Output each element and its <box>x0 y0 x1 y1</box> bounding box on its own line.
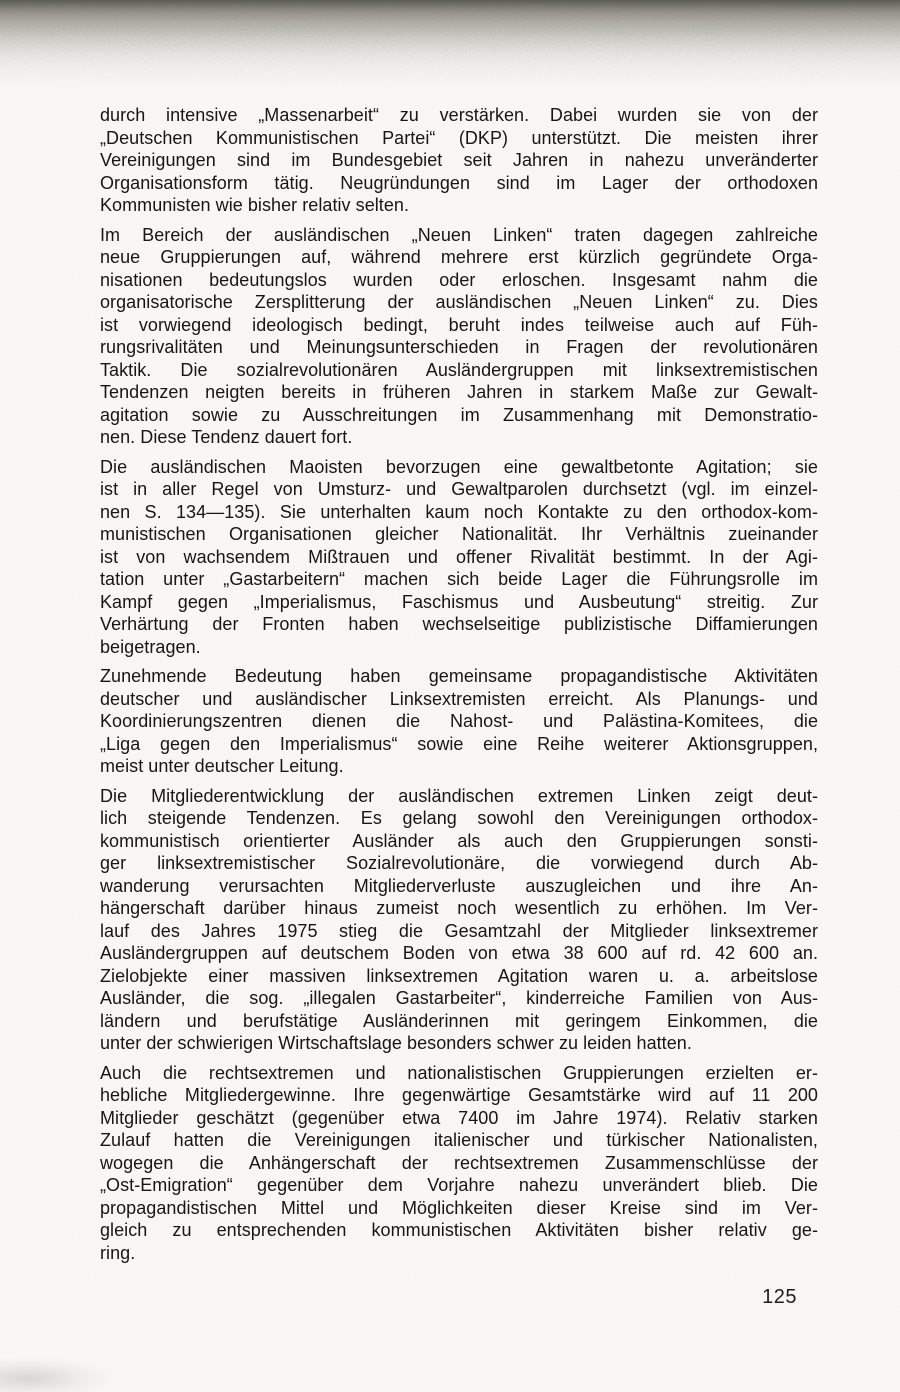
text-line: munistischen Organisationen gleicher Nationalität. Ihr Verhältnis zueinander <box>100 524 818 544</box>
scan-top-fade <box>0 0 900 92</box>
text-line: Die ausländischen Maoisten bevorzugen eine gewaltbetonte Agitation; sie <box>100 456 818 477</box>
text-line: Organisationsform tätig. Neugründungen sind im Lager der orthodoxen <box>100 172 818 193</box>
text-line: Kommunisten wie bisher relativ selten. <box>100 195 410 215</box>
text-line: Kampf gegen „Imperialismus, Faschismus und Ausbeutung“ streitig. Zur <box>100 591 818 612</box>
text-line: hängerschaft darüber hinaus zumeist noch wesentlich zu erhöhen. Im Ver- <box>100 898 818 918</box>
text-line: „Liga gegen den Imperialismus“ sowie eine Reihe weiterer Aktionsgruppen, <box>100 733 818 754</box>
text-line: agitation sowie zu Ausschreitungen im Zusammenhang mit Demonstratio- <box>100 404 818 425</box>
text-line: wogegen die Anhängerschaft der rechtsextremen Zusammenschlüsse der <box>100 1152 818 1173</box>
text-line: „Deutschen Kommunistischen Partei“ (DKP) unterstützt. Die meisten ihrer <box>100 127 818 148</box>
text-line: „Ost-Emigration“ gegenüber dem Vorjahre nahezu unverändert blieb. Die <box>100 1175 818 1195</box>
text-line: lich steigende Tendenzen. Es gelang sowohl den Vereinigungen orthodox- <box>100 808 818 828</box>
text-line: Zielobjekte einer massiven linksextremen Agitation waren u. a. arbeitslose <box>100 965 818 986</box>
text-line: lauf des Jahres 1975 stieg die Gesamtzahl der Mitglieder linksextremer <box>100 920 818 941</box>
text-line: Ausländergruppen auf deutschem Boden von etwa 38 600 auf rd. 42 600 an. <box>100 943 818 963</box>
text-line: neue Gruppierungen auf, während mehrere erst kürzlich gegründete Orga- <box>100 247 818 267</box>
text-line: Die Mitgliederentwicklung der ausländischen extremen Linken zeigt deut- <box>100 785 818 806</box>
text-line: Ausländer, die sog. „illegalen Gastarbeiter“, kinderreiche Familien von Aus- <box>100 988 818 1008</box>
paragraph <box>100 224 818 449</box>
text-line: nisationen bedeutungslos wurden oder erloschen. Insgesamt nahm die <box>100 269 818 290</box>
text-line: unter der schwierigen Wirtschaftslage besonders schwer zu leiden hatten. <box>100 1033 692 1053</box>
text-line: kommunistisch orientierter Ausländer als auch den Gruppierungen sonsti- <box>100 830 818 851</box>
text-line: Zulauf hatten die Vereinigungen italienischer und türkischer Nationalisten, <box>100 1130 818 1150</box>
text-line: propagandistischen Mittel und Möglichkeiten dieser Kreise sind im Ver- <box>100 1197 818 1218</box>
text-line: meist unter deutscher Leitung. <box>100 756 344 776</box>
text-line: wanderung verursachten Mitgliederverluste auszugleichen und ihre An- <box>100 875 818 896</box>
page-number: 125 <box>762 1286 797 1308</box>
text-line: deutscher und ausländischer Linksextremisten erreicht. Als Planungs- und <box>100 688 818 709</box>
paragraph <box>100 104 818 217</box>
paragraph <box>100 1062 818 1265</box>
text-line: Zunehmende Bedeutung haben gemeinsame propagandistische Aktivitäten <box>100 666 818 686</box>
text-line: Im Bereich der ausländischen „Neuen Linken“ traten dagegen zahlreiche <box>100 224 818 245</box>
text-line: nen S. 134—135). Sie unterhalten kaum noch Kontakte zu den orthodox-kom- <box>100 501 818 522</box>
text-line: durch intensive „Massenarbeit“ zu verstärken. Dabei wurden sie von der <box>100 105 818 125</box>
text-line: rungsrivalitäten und Meinungsunterschieden in Fragen der revolutionären <box>100 337 818 357</box>
scan-smudge <box>0 1358 110 1392</box>
paragraph <box>100 665 818 778</box>
text-line: ist vorwiegend ideologisch bedingt, beruht indes teilweise auch auf Füh- <box>100 314 818 335</box>
text-line: ländern und berufstätige Ausländerinnen mit geringem Einkommen, die <box>100 1010 818 1031</box>
text-line: Auch die rechtsextremen und nationalistischen Gruppierungen erzielten er- <box>100 1062 818 1083</box>
text-line: tation unter „Gastarbeitern“ machen sich beide Lager die Führungsrolle im <box>100 569 818 589</box>
text-line: hebliche Mitgliedergewinne. Ihre gegenwärtige Gesamtstärke wird auf 11 200 <box>100 1085 818 1105</box>
text-line: Verhärtung der Fronten haben wechselseitige publizistische Diffamierungen <box>100 614 818 634</box>
text-line: ist von wachsendem Mißtrauen und offener Rivalität bestimmt. In der Agi- <box>100 546 818 567</box>
text-block <box>100 104 818 1264</box>
paragraph <box>100 785 818 1055</box>
text-line: beigetragen. <box>100 636 201 657</box>
text-line: Tendenzen neigten bereits in früheren Jahren in starkem Maße zur Gewalt- <box>100 382 818 402</box>
text-line: organisatorische Zersplitterung der ausländischen „Neuen Linken“ zu. Dies <box>100 292 818 312</box>
text-line: nen. Diese Tendenz dauert fort. <box>100 427 353 447</box>
paragraph <box>100 456 818 659</box>
text-line: gleich zu entsprechenden kommunistischen Aktivitäten bisher relativ ge- <box>100 1220 818 1240</box>
text-line: Koordinierungszentren dienen die Nahost- und Palästina-Komitees, die <box>100 711 818 731</box>
text-line: Taktik. Die sozialrevolutionären Ausländergruppen mit linksextremistischen <box>100 359 818 380</box>
text-line: ger linksextremistischer Sozialrevolutionäre, die vorwiegend durch Ab- <box>100 853 818 873</box>
text-line: Mitglieder geschätzt (gegenüber etwa 7400 im Jahre 1974). Relativ starken <box>100 1107 818 1128</box>
text-line: Vereinigungen sind im Bundesgebiet seit Jahren in nahezu unveränderter <box>100 150 818 170</box>
text-line: ring. <box>100 1242 136 1263</box>
text-line: ist in aller Regel von Umsturz- und Gewaltparolen durchsetzt (vgl. im einzel- <box>100 479 818 499</box>
